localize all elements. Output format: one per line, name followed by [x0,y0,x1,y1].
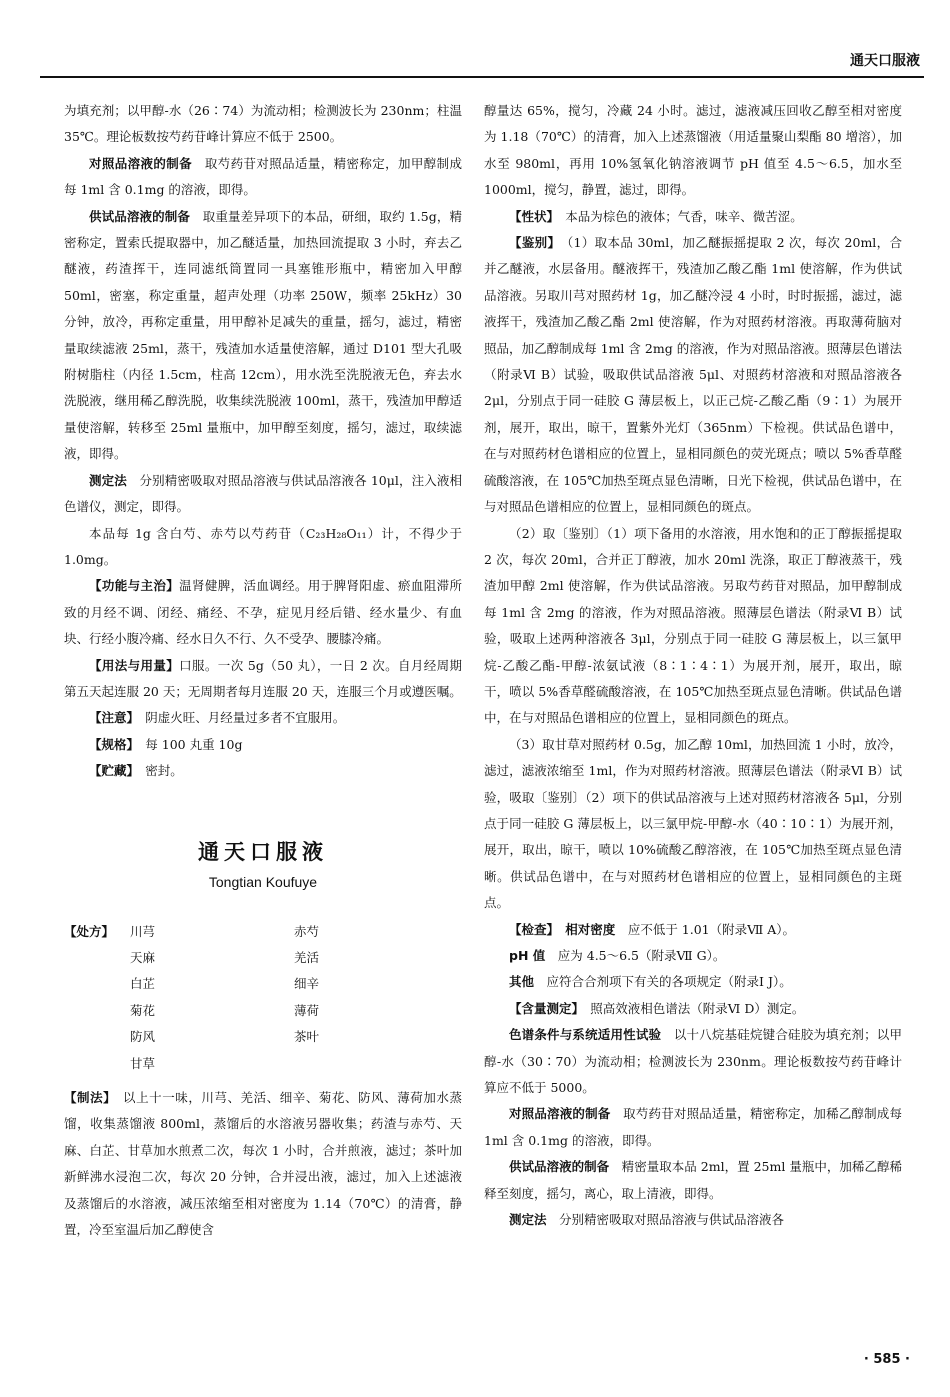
density-text: 应不低于 1.01（附录Ⅶ A）。 [627,921,796,937]
density-label: 相对密度 [565,921,616,937]
ph-text: 应为 4.5～6.5（附录Ⅶ G）。 [557,948,726,963]
other-label: 其他 [509,974,535,990]
running-header-title: 通天口服液 [850,53,920,69]
herb-name: 赤芍 [294,923,320,939]
test-solution-text-2: 精密量取本品 2ml，置 25ml 量瓶中，加稀乙醇稀释至刻度，摇匀，离心，取上清液，即得。 [484,1159,902,1201]
herb-name: 薄荷 [294,1002,320,1018]
herb-name: 菊花 [130,1002,156,1018]
chromatography-paragraph [484,1022,902,1101]
storage-label: 【贮藏】 [89,763,133,779]
prescription-label: 【处方】 [64,923,115,939]
herb-name: 羌活 [294,949,320,965]
spec-text: 每 100 丸重 10g [145,736,243,752]
function-paragraph [64,573,462,652]
usage-text: 口服。一次 5g（50 丸），一日 2 次。自月经周期第五天起连服 20 天；无周期者每月连服 20 天，连服三个月或遵医嘱。 [64,657,462,699]
usage-paragraph [64,653,462,706]
storage-paragraph [64,758,462,784]
test-solution-paragraph [64,204,462,468]
method-label: 【制法】 [64,1090,110,1105]
herb-name: 甘草 [130,1055,156,1071]
function-text: 温肾健脾，活血调经。用于脾肾阳虚、瘀血阻滞所致的月经不调、闭经、痛经、不孕，症见月经后错、经水量少、有血块、行经小腹冷痛、经水日久不行、久不受孕、腰膝冷痛。 [64,578,462,647]
ref-solution-label: 对照品溶液的制备 [509,1106,611,1122]
test-solution-paragraph-2 [484,1154,902,1207]
function-label: 【功能与主治】 [89,578,180,594]
drug-title: 通天口服液 [198,839,328,864]
herb-row [64,1051,319,1077]
herb-name: 川芎 [130,923,156,939]
header-rule [40,76,924,78]
spec-label: 【规格】 [89,736,133,752]
content-limit-paragraph: 本品每 1g 含白芍、赤芍以芍药苷（C₂₃H₂₈O₁₁）计，不得少于 1.0mg。 [64,525,462,567]
ref-solution-paragraph [484,1101,902,1154]
assay-method-text: 分别精密吸取对照品溶液与供试品溶液各 10μl，注入液相色谱仪，测定，即得。 [64,472,462,515]
assay-method-label: 测定法 [89,472,127,488]
herb-row [64,1024,319,1050]
caution-text: 阴虚火旺、月经量过多者不宜服用。 [145,710,346,726]
assay-paragraph [484,996,902,1022]
caution-paragraph [64,705,462,731]
ph-label: pH 值 [509,948,546,963]
other-text: 应符合合剂项下有关的各项规定（附录Ⅰ J）。 [546,974,792,990]
ref-solution-text: 取芍药苷对照品适量，精密称定，加稀乙醇制成每 1ml 含 0.1mg 的溶液，即得。 [484,1106,902,1148]
test-solution-text: 取重量差异项下的本品，研细，取约 1.5g，精密称定，置索氏提取器中，加乙醚适量，加热回流提取 3 小时，弃去乙醚液，药渣挥干，连同滤纸筒置同一具塞锥形瓶中，精密加入甲醇 50ml，密塞，称定重量，超声处理（功率 250W，频率 25kHz）30 分钟，放冷，再称定重量，用甲醇补足减失的重量，摇匀，滤过，精密量取续滤液 25ml，蒸干，残渣加水适量使溶解，通过 D101 型大孔吸附树脂柱（内径 1.5cm，柱高 12cm），用水洗至洗脱液无色，弃去水洗脱液，继用稀乙醇洗脱，收集续洗脱液 100ml，蒸干，残渣加甲醇适量使溶解，转移至 25ml 量瓶中，加甲醇至刻度，摇匀，滤过，取续滤液，即得。 [64,208,462,462]
method-continued: 醇量达 65%，搅匀，冷藏 24 小时。滤过，滤液减压回收乙醇至相对密度为 1.18（70℃）的清膏，加入上述蒸馏液（用适量聚山梨酯 80 增溶），加水至 980ml，再用 10%氢氧化钠溶液调节 pH 值至 4.5～6.5，加水至 1000ml，搅匀，静置，滤过，即得。 [484,103,902,198]
check-label: 【检查】 [509,921,553,937]
identification-1-text: （1）取本品 30ml，加乙醚振摇提取 2 次，每次 20ml，合并乙醚液，水层备用。醚液挥干，残渣加乙酸乙酯 1ml 使溶解，作为供试品溶液。另取川芎对照药材 1g，加乙醚冷浸 4 小时，时时振摇，滤过，滤液挥干，残渣加乙酸乙酯 2ml 使溶解，作为对照药材溶液。再取薄荷脑对照品，加乙醇制成每 1ml 含 2mg 的溶液，作为对照品溶液。照薄层色谱法（附录Ⅵ B）试验，吸取供试品溶液 5μl、对照药材溶液和对照品溶液各 2μl，分别点于同一硅胶 G 薄层板上，以正己烷-乙酸乙酯（9∶1）为展开剂，展开，取出，晾干，置紫外光灯（365nm）下检视。供试品色谱中，在与对照药材色谱相应的位置上，显相同颜色的荧光斑点；喷以 5%香草醛硫酸溶液，在 105℃加热至斑点显色清晰，日光下检视，供试品色谱中，在与对照品色谱相应的位置上，显相同颜色的斑点。 [484,235,902,515]
herb-name [294,1051,319,1077]
method-text: 以上十一味，川芎、羌活、细辛、菊花、防风、薄荷加水蒸馏，收集蒸馏液 800ml，蒸馏后的水溶液另器收集；药渣与赤芍、天麻、白芷、甘草加水煎煮二次，每次 1 小时，合并煎液，滤过；茶叶加新鲜沸水浸泡二次，每次 20 分钟，合并浸出液，滤过，加入上述滤液及蒸馏后的水溶液，减压浓缩至相对密度为 1.14（70℃）的清膏，静置，冷至室温后加乙醇使含 [64,1090,462,1238]
method-paragraph [64,1085,462,1243]
caution-label: 【注意】 [89,710,133,726]
reference-solution-text: 取芍药苷对照品适量，精密称定，加甲醇制成每 1ml 含 0.1mg 的溶液，即得。 [64,155,462,198]
herb-row [64,919,319,945]
section-spacer [64,785,462,823]
check-paragraph [484,917,902,943]
assay-method-paragraph [64,468,462,521]
herb-name: 防风 [130,1029,156,1045]
left-column [64,98,462,1243]
identification-3-paragraph: （3）取甘草对照药材 0.5g，加乙醇 10ml，加热回流 1 小时，放冷，滤过，滤液浓缩至 1ml，作为对照药材溶液。照薄层色谱法（附录Ⅵ B）试验，吸取〔鉴别〕（2）项下的供试品溶液与上述对照药材溶液各 5μl，分别点于同一硅胶 G 薄层板上，以三氯甲烷-甲醇-水（40∶10∶1）为展开剂，展开，取出，晾干，喷以 10%硫酸乙醇溶液，在 105℃加热至斑点显色清晰。供试品色谱中，在与对照药材色谱相应的位置上，显相同颜色的主斑点。 [484,736,902,911]
herb-row [64,971,319,997]
herb-name: 天麻 [130,949,156,965]
measure-paragraph [484,1207,902,1233]
herb-name: 细辛 [294,976,320,992]
spec-paragraph [64,732,462,758]
test-solution-label: 供试品溶液的制备 [89,208,191,224]
identification-2-paragraph: （2）取〔鉴别〕（1）项下备用的水溶液，用水饱和的正丁醇振摇提取 2 次，每次 20ml，合并正丁醇液，加水 20ml 洗涤，取正丁醇液蒸干，残渣加甲醇 2ml 使溶解，作为供试品溶液。另取芍药苷对照品，加甲醇制成每 1ml 含 2mg 的溶液，作为对照品溶液。照薄层色谱法（附录Ⅵ B）试验，吸取上述两种溶液各 3μl，分别点于同一硅胶 G 薄层板上，以三氯甲烷-乙酸乙酯-甲醇-浓氨试液（8∶1∶4∶1）为展开剂，展开，取出，晾干，喷以 5%香草醛硫酸溶液，在 105℃加热至斑点显色清晰。供试品色谱中，在与对照品色谱相应的位置上，显相同颜色的斑点。 [484,525,902,726]
herb-row [64,945,319,971]
page-number: · 585 · [863,1352,910,1367]
reference-solution-label: 对照品溶液的制备 [89,155,192,171]
prescription-table [64,919,319,1077]
herb-row [64,998,319,1024]
character-paragraph [484,204,902,230]
chromatography-text: 以十八烷基硅烷键合硅胶为填充剂；以甲醇-水（30∶70）为流动相；检测波长为 230nm。理论板数按芍药苷峰计算应不低于 5000。 [484,1027,902,1096]
measure-text: 分别精密吸取对照品溶液与供试品溶液各 [559,1212,785,1228]
herb-name: 白芷 [130,976,156,992]
drug-pinyin: Tongtian Koufuye [208,873,318,890]
assay-text: 照高效液相色谱法（附录Ⅵ D）测定。 [590,1000,805,1016]
ph-paragraph [484,943,902,969]
usage-label: 【用法与用量】 [89,657,180,673]
assay-label: 【含量测定】 [509,1000,578,1016]
reference-solution-paragraph [64,151,462,204]
herb-name: 茶叶 [294,1029,320,1045]
character-label: 【性状】 [509,208,553,224]
chromatography-label: 色谱条件与系统适用性试验 [509,1027,662,1043]
identification-1-paragraph [484,230,902,520]
character-text: 本品为棕色的液体；气香，味辛、微苦涩。 [565,208,803,224]
test-solution-label-2: 供试品溶液的制备 [509,1159,610,1175]
other-paragraph [484,969,902,995]
storage-text: 密封。 [145,763,183,779]
hplc-conditions-continued: 为填充剂；以甲醇-水（26∶74）为流动相；检测波长为 230nm；柱温 35℃。理论板数按芍药苷峰计算应不低于 2500。 [64,103,462,145]
measure-label: 测定法 [509,1212,547,1228]
identification-label: 【鉴别】 [509,235,555,251]
right-column [484,98,902,1233]
